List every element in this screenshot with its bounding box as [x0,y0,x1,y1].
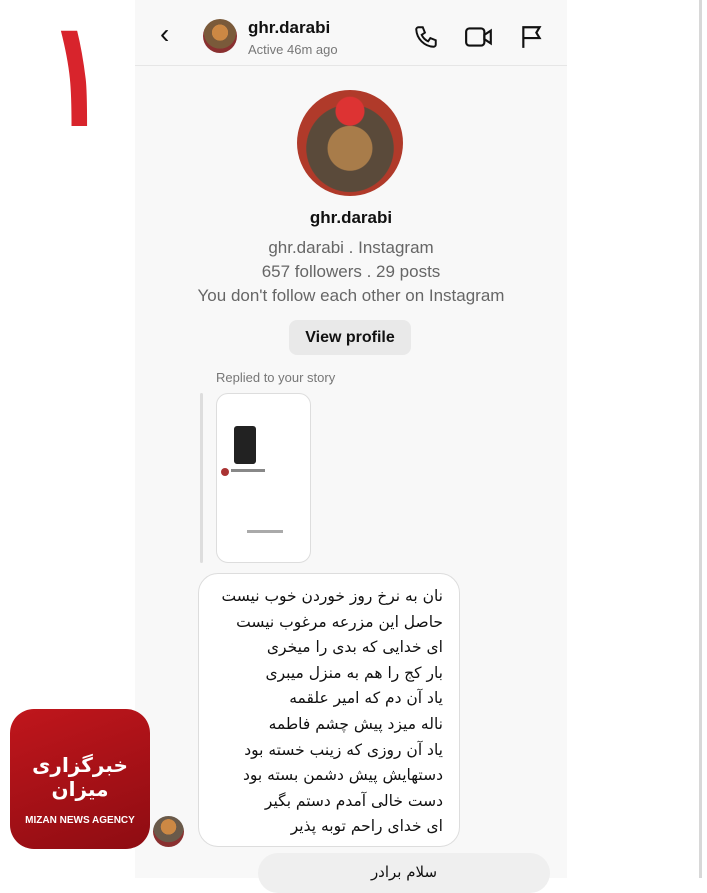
story-avatar [221,468,229,476]
active-status: Active 46m ago [248,42,338,57]
message-line: بار کج را هم به منزل میبری [265,663,443,682]
story-phone-image [234,426,256,464]
profile-name: ghr.darabi [309,208,393,227]
divider [699,0,702,878]
story-reply-label: Replied to your story [216,370,336,385]
header-avatar[interactable] [203,19,237,53]
message-line: ناله میزد پیش چشم فاطمه [268,714,443,733]
logo-text-en: MIZAN NEWS AGENCY [25,815,135,826]
message-line: یاد آن روزی که زینب خسته بود [244,740,443,759]
flag-icon[interactable] [519,24,545,50]
message-line: دست خالی آمدم دستم بگیر [264,791,443,810]
outgoing-message: سلام برادر [258,853,550,893]
message-line: ای خدای راحم توبه پذیر [290,817,443,836]
story-reply-text [247,530,283,533]
mizan-news-logo [10,709,150,849]
message-line: دستهایش پیش دشمن بسته بود [243,766,443,785]
logo-text-fa: خبرگزاری میزان [32,753,128,801]
message-line: نان به نرخ روز خوردن خوب نیست [221,587,443,605]
header-username[interactable]: ghr.darabi [248,18,331,37]
view-profile-button[interactable]: View profile [289,320,411,355]
story-caption [231,469,265,472]
profile-handle: ghr.darabi . Instagram [268,238,434,257]
message-line: ای خدایی که بدی را میخری [266,638,443,657]
message-line: یاد آن دم که امیر علقمه [289,689,443,708]
story-thumbnail[interactable] [216,393,311,563]
back-chevron-icon[interactable]: ‹ [160,18,170,49]
phone-icon[interactable] [413,24,439,50]
message-bubble [198,573,460,847]
sender-avatar[interactable] [153,816,184,847]
message-line: حاصل این مزرعه مرغوب نیست [236,612,443,631]
video-icon[interactable] [464,24,494,50]
chat-header [135,0,567,66]
profile-avatar[interactable] [297,90,403,196]
profile-stats: 657 followers . 29 posts [261,262,441,281]
follow-note: You don't follow each other on Instagram [197,286,505,305]
overlay-numeral: ۱ [48,0,104,162]
reply-bar [200,393,203,563]
